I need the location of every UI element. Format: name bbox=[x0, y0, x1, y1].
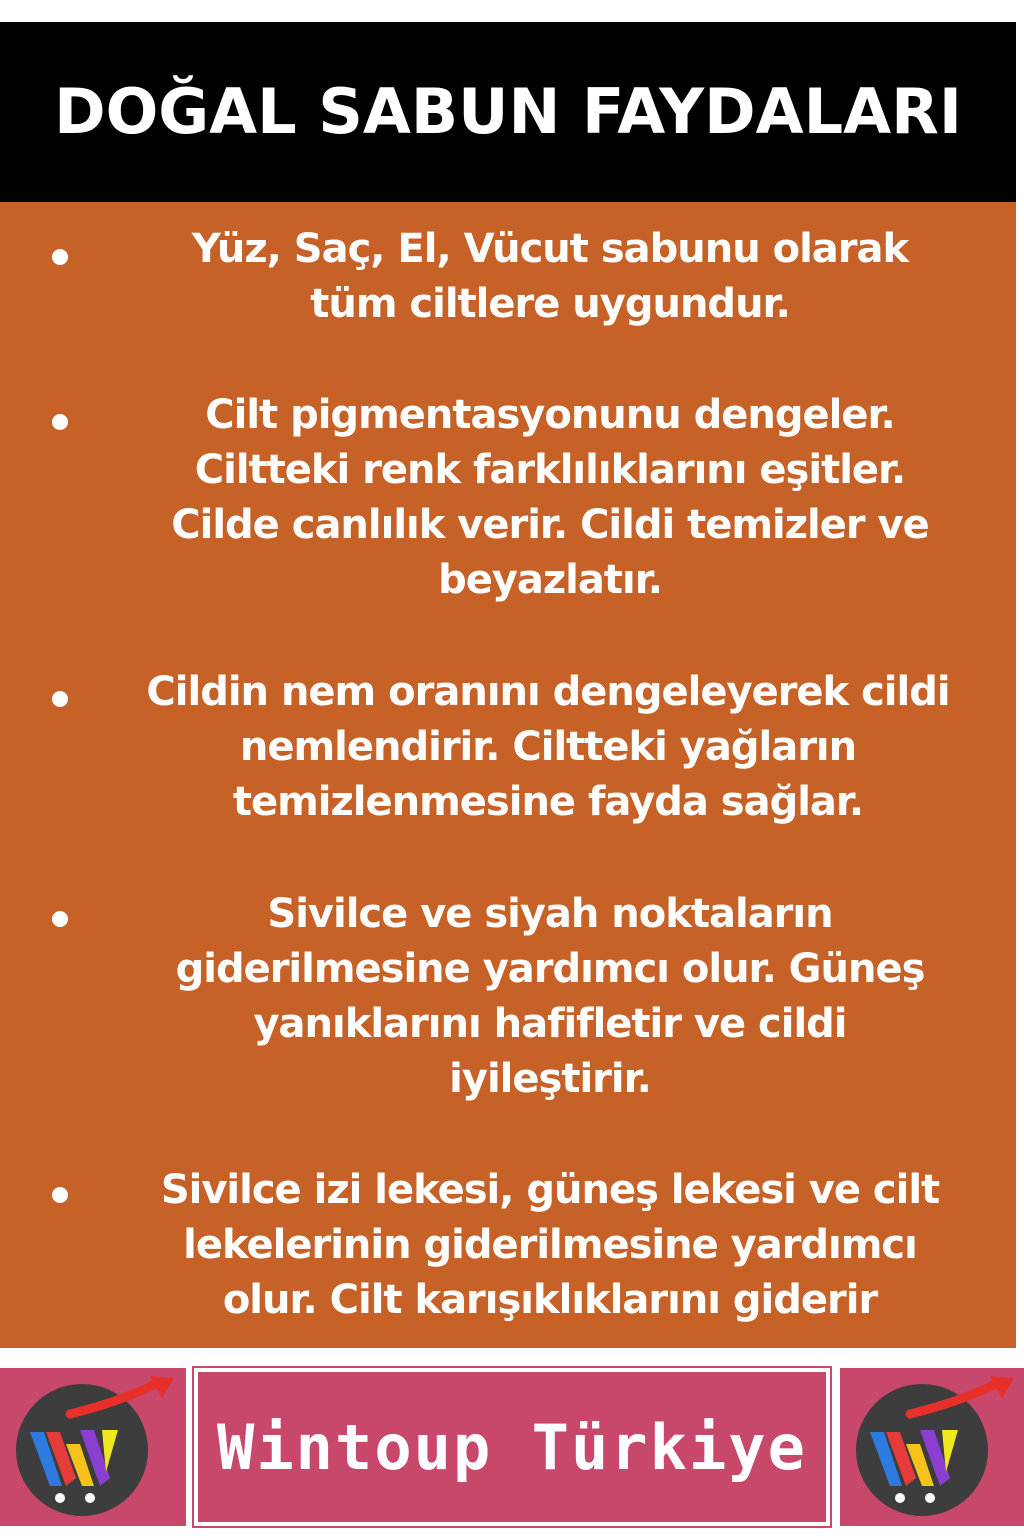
logo-right-panel bbox=[840, 1368, 1024, 1526]
page-title: DOĞAL SABUN FAYDALARI bbox=[54, 75, 962, 148]
title-banner bbox=[0, 22, 1016, 202]
bullet-icon bbox=[52, 691, 68, 707]
bullet-icon bbox=[52, 414, 68, 430]
benefit-item: Sivilce izi lekesi, güneş lekesi ve cilt lekelerinin giderilmesine yardımcı olur. Cilt karışıklıklarını giderir bbox=[160, 1167, 940, 1323]
brand-banner bbox=[194, 1368, 830, 1526]
wintoup-logo-icon bbox=[850, 1374, 1020, 1520]
benefit-item: Sivilce ve siyah noktaların giderilmesine yardımcı olur. Güneş yanıklarını hafifletir ve cildi iyileştirir. bbox=[175, 891, 925, 1102]
benefit-item: Cildin nem oranını dengeleyerek cildi nemlendirir. Ciltteki yağların temizlenmesine fayda sağlar. bbox=[146, 669, 950, 825]
bullet-icon bbox=[52, 1187, 68, 1203]
footer-bar bbox=[0, 1368, 1024, 1526]
logo-left-panel bbox=[0, 1368, 186, 1526]
wintoup-logo-icon bbox=[10, 1374, 180, 1520]
benefits-panel bbox=[0, 202, 1016, 1348]
bullet-icon bbox=[52, 249, 68, 265]
brand-name: Wintoup Türkiye bbox=[217, 1410, 807, 1484]
bullet-icon bbox=[52, 911, 68, 927]
benefit-item: Cilt pigmentasyonunu dengeler. Ciltteki renk farklılıklarını eşitler. Cilde canlılık verir. Cildi temizler ve beyazlatır. bbox=[171, 392, 929, 603]
benefit-item: Yüz, Saç, El, Vücut sabunu olarak tüm ciltlere uygundur. bbox=[191, 226, 909, 327]
